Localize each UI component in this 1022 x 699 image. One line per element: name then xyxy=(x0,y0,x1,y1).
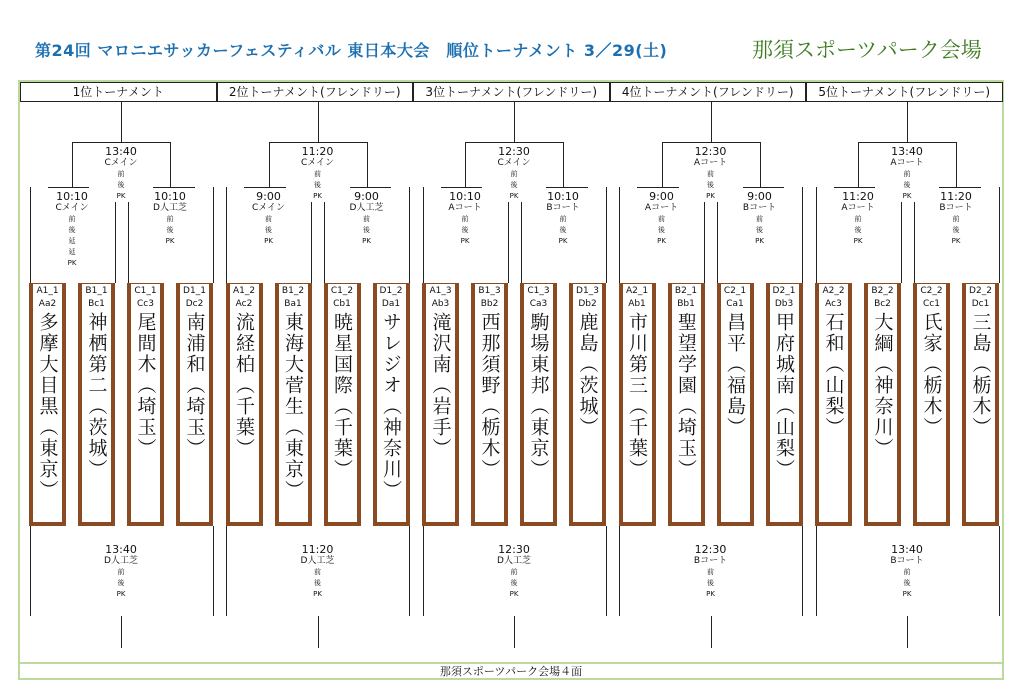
bracket-line xyxy=(834,187,877,188)
team-slot-code: C1_2 xyxy=(330,286,354,296)
semi-left-label xyxy=(237,190,301,247)
bracket-line xyxy=(907,102,908,142)
match-time: 11:20 xyxy=(301,543,334,556)
bracket-line xyxy=(30,187,31,283)
match-note: 後 xyxy=(952,226,960,234)
team-name: 駒場東邦（東京） xyxy=(527,312,550,480)
team-name: サレジオ（神奈川） xyxy=(380,312,402,501)
team-name: 尾間木（埼玉） xyxy=(134,312,157,459)
team-slot-code: A1_3 xyxy=(429,286,452,296)
bottom-match-label xyxy=(679,543,743,600)
match-note: PK xyxy=(755,237,764,245)
team-slot xyxy=(668,283,705,526)
match-note: PK xyxy=(116,192,126,200)
match-time: 9:00 xyxy=(747,190,772,203)
bracket-line xyxy=(269,142,270,187)
bracket-line xyxy=(637,187,680,188)
match-note: PK xyxy=(853,237,863,245)
bracket-line xyxy=(514,102,515,142)
match-note: 前 xyxy=(707,568,714,576)
match-time: 9:00 xyxy=(354,190,379,203)
bracket-line xyxy=(742,187,785,188)
match-note: 前 xyxy=(952,215,960,223)
match-note: PK xyxy=(264,237,273,245)
bracket-line xyxy=(563,142,564,187)
semi-left-label xyxy=(433,190,497,247)
match-time: 13:40 xyxy=(891,145,923,158)
match-time: 13:40 xyxy=(891,543,923,556)
team-slot-code: B1_1 xyxy=(85,286,108,296)
match-note: 前 xyxy=(68,215,76,223)
footer-label: 那須スポーツパーク会場４面 xyxy=(18,662,1004,680)
bracket-heading: 4位トーナメント(フレンドリー) xyxy=(610,82,807,102)
match-note: 前 xyxy=(510,170,518,178)
team-group-code: Ab1 xyxy=(628,299,646,309)
match-time: 10:10 xyxy=(547,190,579,203)
bracket-line xyxy=(318,616,319,648)
match-court: D人工芝 xyxy=(300,556,335,566)
match-note: PK xyxy=(706,590,715,598)
team-group-code: Ac2 xyxy=(235,299,253,309)
team-name: 南浦和（埼玉） xyxy=(183,312,206,459)
team-group-code: Ab3 xyxy=(431,299,450,309)
match-court: Bコート xyxy=(742,203,777,213)
match-court: Aコート xyxy=(693,158,728,168)
match-court: Aコート xyxy=(841,203,875,213)
team-name: 聖望学園（埼玉） xyxy=(675,312,697,480)
team-group-code: Dc1 xyxy=(971,299,990,309)
bracket-line xyxy=(816,187,817,283)
team-slot-code: B2_2 xyxy=(871,286,894,296)
bracket-line xyxy=(514,616,515,648)
bracket-line xyxy=(606,187,607,283)
match-court: Aコート xyxy=(644,203,679,213)
semi-right-label xyxy=(728,190,792,247)
match-note: 後 xyxy=(314,181,321,189)
bottom-match-label xyxy=(89,543,153,600)
match-time: 11:20 xyxy=(842,190,874,203)
match-note: 後 xyxy=(707,579,714,587)
match-note: 後 xyxy=(265,226,272,234)
bracket-line xyxy=(48,187,91,188)
team-group-code: Cb1 xyxy=(333,299,351,309)
team-name: 石和（山梨） xyxy=(822,312,845,438)
team-slot xyxy=(717,283,754,526)
bracket-heading: 3位トーナメント(フレンドリー) xyxy=(413,82,610,102)
match-note: 前 xyxy=(658,215,665,223)
team-group-code: Cc1 xyxy=(923,299,940,309)
team-slot-code: A2_2 xyxy=(822,286,845,296)
semi-left-label xyxy=(40,190,104,269)
bracket-line xyxy=(72,142,73,187)
match-court: Bコート xyxy=(546,203,580,213)
match-note: 前 xyxy=(707,170,714,178)
match-note: 後 xyxy=(117,181,125,189)
match-note: PK xyxy=(116,590,126,598)
team-name: 市川第三（千葉） xyxy=(626,312,648,480)
match-note: 後 xyxy=(166,226,174,234)
venue-label: 那須スポーツパーク会場 xyxy=(752,38,982,62)
team-group-code: Ba1 xyxy=(284,299,302,309)
team-slot xyxy=(29,283,66,526)
bracket-line xyxy=(152,187,195,188)
bracket-line xyxy=(349,187,392,188)
bracket-line xyxy=(711,102,712,142)
match-note: 後 xyxy=(314,579,321,587)
bracket-line xyxy=(423,526,424,616)
team-name: 西那須野（栃木） xyxy=(478,312,501,480)
match-time: 10:10 xyxy=(449,190,481,203)
match-court: Aコート xyxy=(448,203,482,213)
bracket-line xyxy=(606,526,607,616)
team-group-code: Ca1 xyxy=(726,299,744,309)
semi-right-label xyxy=(138,190,202,247)
team-name: 流経柏（千葉） xyxy=(233,312,255,459)
team-slot xyxy=(78,283,115,526)
bracket-line xyxy=(367,142,368,187)
team-name: 暁星国際（千葉） xyxy=(331,312,353,480)
team-group-code: Da1 xyxy=(381,299,401,309)
team-slot-code: B1_3 xyxy=(478,286,501,296)
match-note: 後 xyxy=(707,181,714,189)
bracket-line xyxy=(619,187,620,283)
bracket-line xyxy=(619,526,620,616)
match-note: 後 xyxy=(658,226,665,234)
team-name: 氏家（栃木） xyxy=(920,312,943,438)
match-note: 後 xyxy=(903,579,911,587)
match-note: PK xyxy=(509,590,519,598)
bracket-heading: 5位トーナメント(フレンドリー) xyxy=(806,82,1003,102)
match-time: 12:30 xyxy=(694,543,727,556)
match-note: PK xyxy=(165,237,175,245)
team-name: 神栖第二（茨城） xyxy=(85,312,108,480)
match-note: 前 xyxy=(265,215,272,223)
bracket-line xyxy=(999,526,1000,616)
team-slot xyxy=(569,283,606,526)
team-slot xyxy=(176,283,213,526)
bracket-line xyxy=(662,142,761,143)
team-slot-code: D2_2 xyxy=(969,286,992,296)
bracket-line xyxy=(858,142,859,187)
match-court: D人工芝 xyxy=(104,556,138,566)
bracket-line xyxy=(441,187,484,188)
match-time: 12:30 xyxy=(694,145,727,158)
match-note: 前 xyxy=(903,568,911,576)
match-note: 後 xyxy=(510,579,518,587)
match-court: Cメイン xyxy=(104,158,138,168)
team-slot-code: C1_3 xyxy=(527,286,550,296)
team-slot-code: B2_1 xyxy=(674,286,698,296)
bracket-line xyxy=(802,526,803,616)
team-slot-code: C1_1 xyxy=(134,286,157,296)
bracket-line xyxy=(999,187,1000,283)
team-slot-code: A1_1 xyxy=(36,286,59,296)
match-time: 11:20 xyxy=(940,190,972,203)
match-time: 13:40 xyxy=(105,543,137,556)
match-note: 前 xyxy=(166,215,174,223)
match-note: 後 xyxy=(854,226,862,234)
match-note: 延 xyxy=(68,248,76,256)
bracket-line xyxy=(409,526,410,616)
match-note: 前 xyxy=(314,568,321,576)
bracket-line xyxy=(816,526,817,616)
bracket-line xyxy=(423,187,424,283)
match-time: 9:00 xyxy=(256,190,281,203)
bracket-line xyxy=(213,187,214,283)
bracket-line xyxy=(244,187,287,188)
team-slot-code: C2_1 xyxy=(723,286,747,296)
semi-right-label xyxy=(335,190,399,247)
team-name: 大綱（神奈川） xyxy=(871,312,894,459)
team-slot xyxy=(422,283,459,526)
team-name: 滝沢南（岩手） xyxy=(429,312,452,459)
page-title: 第24回 マロニエサッカーフェスティバル 東日本大会 順位トーナメント 3／29(土) xyxy=(35,41,668,60)
team-group-code: Db2 xyxy=(578,299,597,309)
team-slot xyxy=(520,283,557,526)
match-note: 後 xyxy=(903,181,911,189)
team-group-code: Ca3 xyxy=(529,299,548,309)
match-note: PK xyxy=(67,259,77,267)
bracket-line xyxy=(938,187,981,188)
match-court: Cメイン xyxy=(251,203,286,213)
team-slot xyxy=(373,283,410,526)
match-note: 後 xyxy=(756,226,763,234)
team-name: 鹿島（茨城） xyxy=(576,312,599,438)
match-note: 後 xyxy=(68,226,76,234)
team-slot xyxy=(226,283,263,526)
team-group-code: Cc3 xyxy=(137,299,154,309)
team-slot-code: D1_3 xyxy=(576,286,599,296)
bracket-line xyxy=(907,616,908,648)
semi-left-label xyxy=(826,190,890,247)
team-name: 東海大菅生（東京） xyxy=(282,312,304,501)
match-court: Cメイン xyxy=(55,203,89,213)
match-note: 前 xyxy=(461,215,469,223)
match-note: PK xyxy=(460,237,470,245)
team-slot xyxy=(766,283,803,526)
team-name: 昌平（福島） xyxy=(724,312,746,438)
match-court: Cメイン xyxy=(300,158,335,168)
team-slot-code: A1_2 xyxy=(232,286,256,296)
bracket-line xyxy=(858,142,957,143)
bracket-line xyxy=(72,142,171,143)
match-note: 前 xyxy=(559,215,567,223)
bracket-heading: 2位トーナメント(フレンドリー) xyxy=(217,82,414,102)
match-court: Bコート xyxy=(939,203,973,213)
team-group-code: Bb1 xyxy=(677,299,695,309)
team-name: 三島（栃木） xyxy=(969,312,992,438)
team-slot-code: D1_1 xyxy=(183,286,206,296)
team-slot-code: D2_1 xyxy=(772,286,796,296)
match-note: PK xyxy=(902,590,912,598)
match-note: 前 xyxy=(756,215,763,223)
team-slot-code: B1_2 xyxy=(281,286,305,296)
bracket-line xyxy=(465,142,564,143)
bracket-line xyxy=(318,102,319,142)
bracket-line xyxy=(121,102,122,142)
bracket-heading: 1位トーナメント xyxy=(20,82,217,102)
match-time: 10:10 xyxy=(154,190,186,203)
team-slot-code: C2_2 xyxy=(920,286,943,296)
match-note: PK xyxy=(951,237,961,245)
semi-right-label xyxy=(531,190,595,247)
team-group-code: Aa2 xyxy=(38,299,57,309)
match-court: Bコート xyxy=(890,556,924,566)
match-note: PK xyxy=(657,237,666,245)
bracket-line xyxy=(545,187,588,188)
semi-left-label xyxy=(630,190,694,247)
match-note: 前 xyxy=(117,568,125,576)
team-group-code: Bb2 xyxy=(480,299,499,309)
semi-right-label xyxy=(924,190,988,247)
team-slot xyxy=(324,283,361,526)
team-slot xyxy=(127,283,164,526)
bracket-line xyxy=(226,526,227,616)
match-note: PK xyxy=(362,237,371,245)
team-slot xyxy=(619,283,656,526)
team-group-code: Bc2 xyxy=(874,299,891,309)
bottom-match-label xyxy=(875,543,939,600)
team-name: 多摩大目黒（東京） xyxy=(36,312,59,501)
match-court: Bコート xyxy=(693,556,728,566)
match-note: 延 xyxy=(68,237,76,245)
match-note: PK xyxy=(902,192,912,200)
match-note: 後 xyxy=(363,226,370,234)
team-slot xyxy=(275,283,312,526)
match-note: 前 xyxy=(510,568,518,576)
match-time: 12:30 xyxy=(498,543,530,556)
bracket-line xyxy=(269,142,368,143)
match-court: D人工芝 xyxy=(349,203,384,213)
match-note: PK xyxy=(509,192,519,200)
match-time: 13:40 xyxy=(105,145,137,158)
bracket-line xyxy=(213,526,214,616)
match-note: PK xyxy=(313,192,322,200)
team-name: 甲府城南（山梨） xyxy=(773,312,795,480)
team-slot xyxy=(962,283,999,526)
bracket-line xyxy=(802,187,803,283)
match-court: D人工芝 xyxy=(497,556,531,566)
bracket-line xyxy=(170,142,171,187)
match-note: 前 xyxy=(117,170,125,178)
team-group-code: Dc2 xyxy=(185,299,204,309)
match-note: 後 xyxy=(117,579,125,587)
bottom-match-label xyxy=(482,543,546,600)
match-note: PK xyxy=(558,237,568,245)
match-time: 12:30 xyxy=(498,145,530,158)
team-group-code: Bc1 xyxy=(88,299,105,309)
team-slot xyxy=(471,283,508,526)
bracket-line xyxy=(121,616,122,648)
match-court: Cメイン xyxy=(497,158,531,168)
team-slot xyxy=(913,283,950,526)
team-slot xyxy=(815,283,852,526)
bracket-line xyxy=(711,616,712,648)
match-note: 前 xyxy=(903,170,911,178)
team-slot-code: D1_2 xyxy=(379,286,403,296)
match-note: 後 xyxy=(510,181,518,189)
bracket-line xyxy=(956,142,957,187)
team-slot xyxy=(864,283,901,526)
bracket-line xyxy=(226,187,227,283)
match-time: 9:00 xyxy=(649,190,674,203)
match-note: PK xyxy=(706,192,715,200)
bracket-line xyxy=(465,142,466,187)
team-group-code: Db3 xyxy=(774,299,794,309)
bracket-line xyxy=(409,187,410,283)
bottom-match-label xyxy=(286,543,350,600)
match-note: PK xyxy=(313,590,322,598)
match-time: 10:10 xyxy=(56,190,88,203)
match-court: Aコート xyxy=(890,158,924,168)
match-note: 前 xyxy=(314,170,321,178)
bracket-line xyxy=(30,526,31,616)
match-court: D人工芝 xyxy=(153,203,187,213)
match-note: 後 xyxy=(559,226,567,234)
match-time: 11:20 xyxy=(301,145,334,158)
match-note: 後 xyxy=(461,226,469,234)
bracket-line xyxy=(662,142,663,187)
team-slot-code: A2_1 xyxy=(625,286,649,296)
bracket-line xyxy=(760,142,761,187)
match-note: 前 xyxy=(363,215,370,223)
team-group-code: Ac3 xyxy=(825,299,842,309)
match-note: 前 xyxy=(854,215,862,223)
